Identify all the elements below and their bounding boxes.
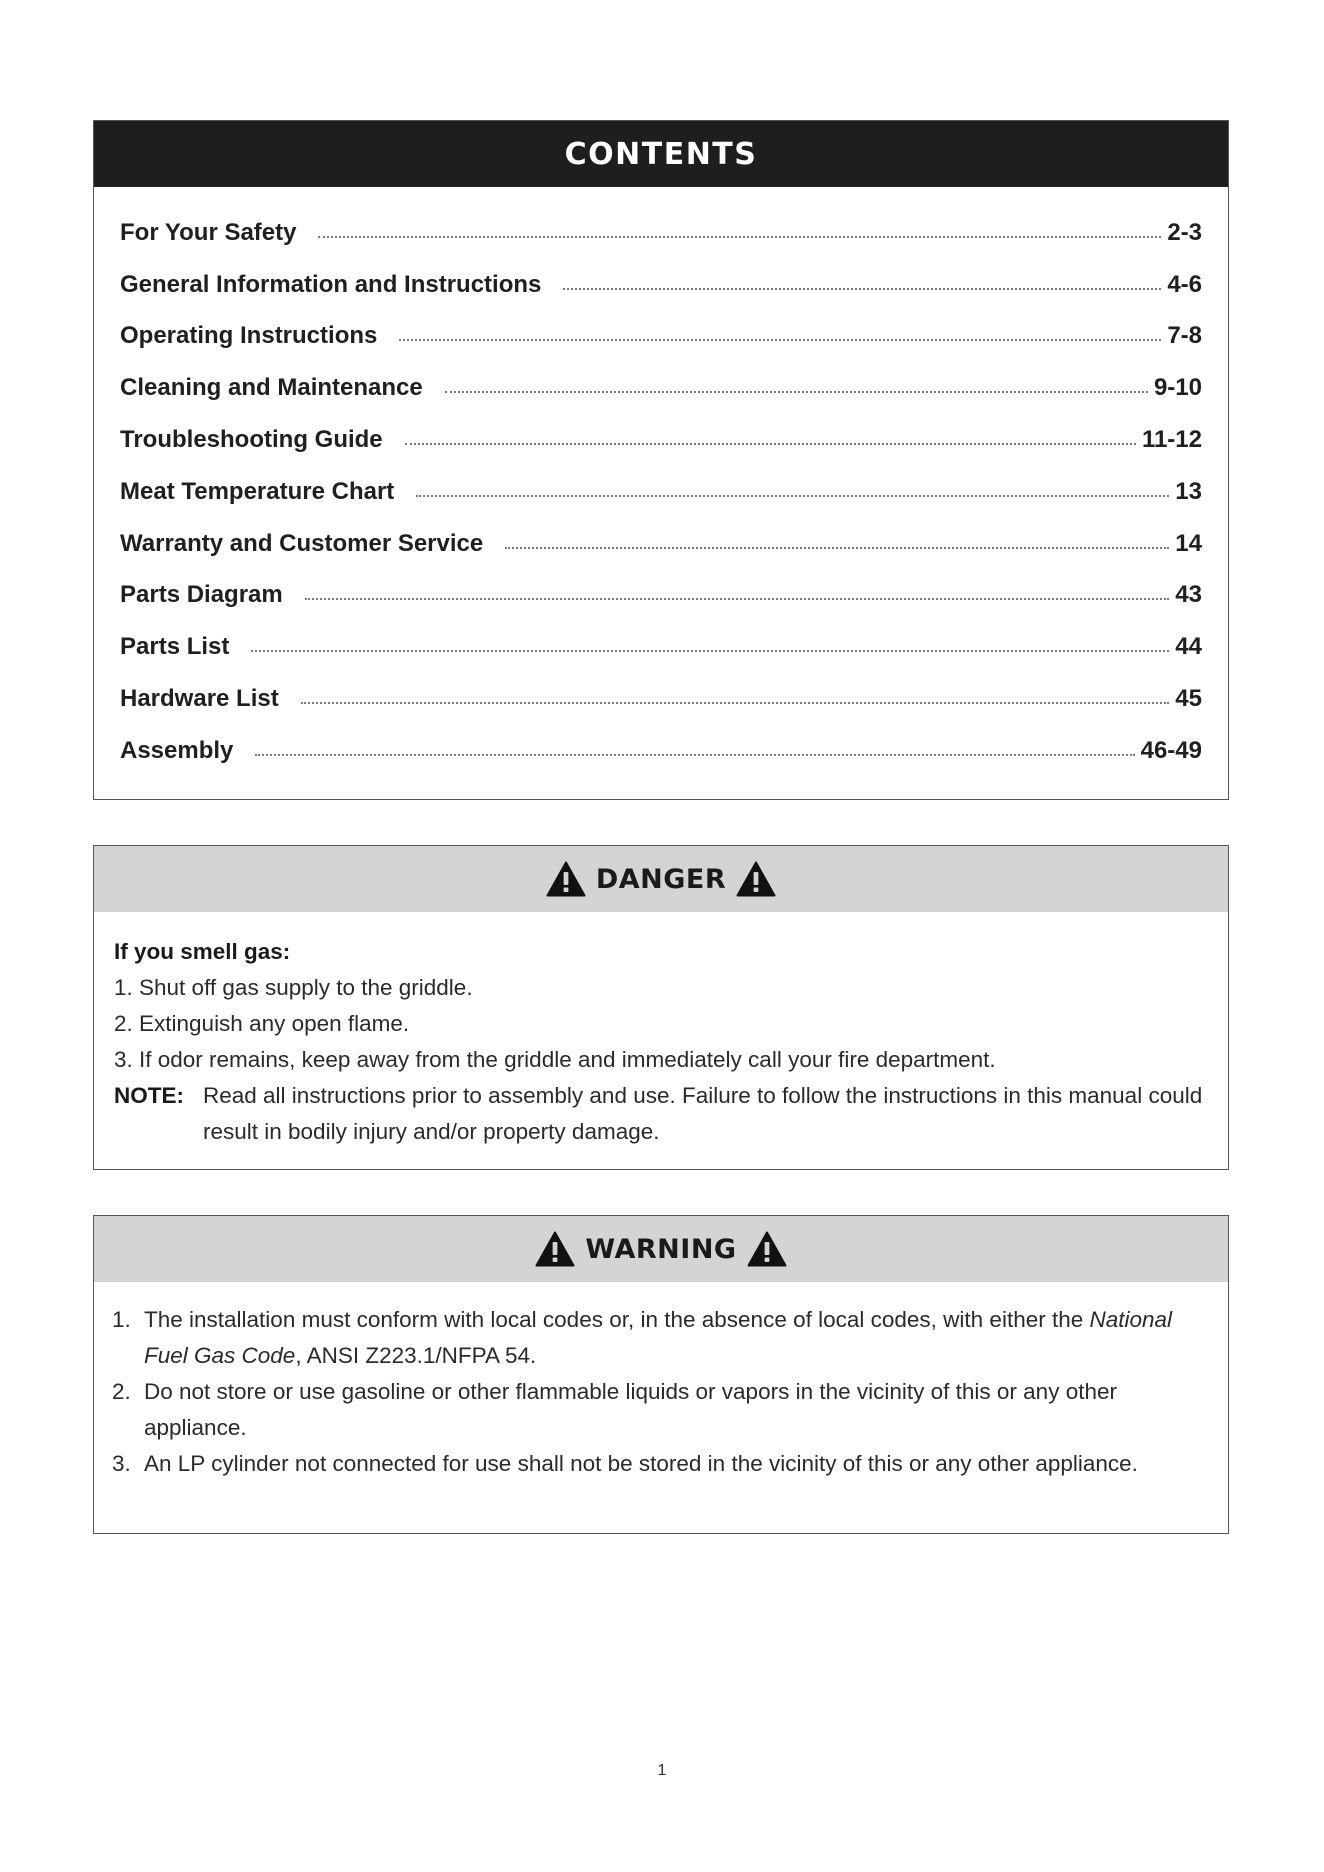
contents-header [94,121,1228,187]
toc-entry [120,311,1202,363]
toc-page: 7-8 [1167,322,1202,350]
danger-body [94,912,1228,1150]
warning-header [94,1216,1228,1282]
toc-leader [255,754,1134,756]
toc-page: 44 [1175,633,1202,661]
toc-leader [399,339,1161,341]
toc-entry [120,673,1202,725]
toc-label: Assembly [120,736,234,764]
item-text-part: The installation must conform with local codes or, in the absence of local codes, with either the [144,1307,1090,1332]
warning-title: WARNING [585,1233,737,1265]
warning-item [112,1446,1218,1482]
toc-entry [120,414,1202,466]
toc-label: General Information and Instructions [120,270,542,298]
toc-page: 11-12 [1141,426,1202,454]
toc-label: Hardware List [120,685,279,713]
toc-leader [301,702,1170,704]
toc-leader [251,650,1169,652]
danger-item: 3. If odor remains, keep away from the griddle and immediately call your fire department. [114,1047,996,1072]
danger-title: DANGER [595,863,727,895]
danger-item: 2. Extinguish any open flame. [114,1011,410,1036]
toc-label: Operating Instructions [120,322,378,350]
warning-triangle-icon [535,1231,575,1267]
warning-item [112,1374,1218,1446]
toc-leader [318,236,1161,238]
toc-page: 46-49 [1140,736,1202,764]
toc-entry [120,621,1202,673]
item-marker: 2. [112,1379,131,1404]
item-text-italic: National Fuel Gas Code [144,1307,1173,1368]
toc-leader [416,495,1169,497]
toc-page: 2-3 [1167,218,1202,246]
warning-triangle-icon [736,861,776,897]
toc-entry [120,518,1202,570]
contents-box [93,120,1229,800]
toc-leader [305,598,1170,600]
toc-label: Cleaning and Maintenance [120,374,423,402]
toc-page: 45 [1175,685,1202,713]
item-text [144,1302,1218,1374]
item-text: Do not store or use gasoline or other flammable liquids or vapors in the vicinity of this or any other appliance. [144,1379,1117,1440]
toc-page: 4-6 [1167,270,1202,298]
toc-label: Troubleshooting Guide [120,426,383,454]
toc-label: Parts Diagram [120,581,283,609]
danger-header [94,846,1228,912]
toc-leader [445,391,1148,393]
toc-entry [120,725,1202,777]
warning-box [93,1215,1229,1534]
toc-label: Parts List [120,633,230,661]
toc-list [94,187,1228,777]
item-text-part: , ANSI Z223.1/NFPA 54. [295,1343,537,1368]
danger-item: 1. Shut off gas supply to the griddle. [114,975,473,1000]
warning-triangle-icon [546,861,586,897]
warning-triangle-icon [747,1231,787,1267]
item-marker: 1. [112,1307,131,1332]
toc-entry [120,259,1202,311]
toc-label: Meat Temperature Chart [120,477,395,505]
toc-leader [405,443,1136,445]
toc-page: 43 [1175,581,1202,609]
toc-leader [505,547,1169,549]
toc-label: Warranty and Customer Service [120,529,484,557]
contents-title: CONTENTS [564,136,758,172]
warning-item [112,1302,1218,1374]
danger-subhead: If you smell gas: [114,939,291,964]
item-marker: 3. [112,1451,131,1476]
toc-page: 14 [1175,529,1202,557]
toc-entry [120,570,1202,622]
toc-entry [120,362,1202,414]
danger-note [114,1078,1208,1150]
danger-box [93,845,1229,1170]
note-label: NOTE: [114,1083,184,1108]
warning-body [94,1282,1228,1482]
page-number: 1 [657,1762,667,1779]
toc-leader [563,288,1161,290]
item-text: An LP cylinder not connected for use shall not be stored in the vicinity of this or any other appliance. [144,1451,1138,1476]
toc-page: 9-10 [1153,374,1202,402]
note-text: Read all instructions prior to assembly and use. Failure to follow the instructions in this manual could result in bodily injury and/or property damage. [203,1083,1203,1144]
toc-page: 13 [1175,477,1202,505]
toc-entry [120,466,1202,518]
toc-label: For Your Safety [120,218,297,246]
toc-entry [120,207,1202,259]
